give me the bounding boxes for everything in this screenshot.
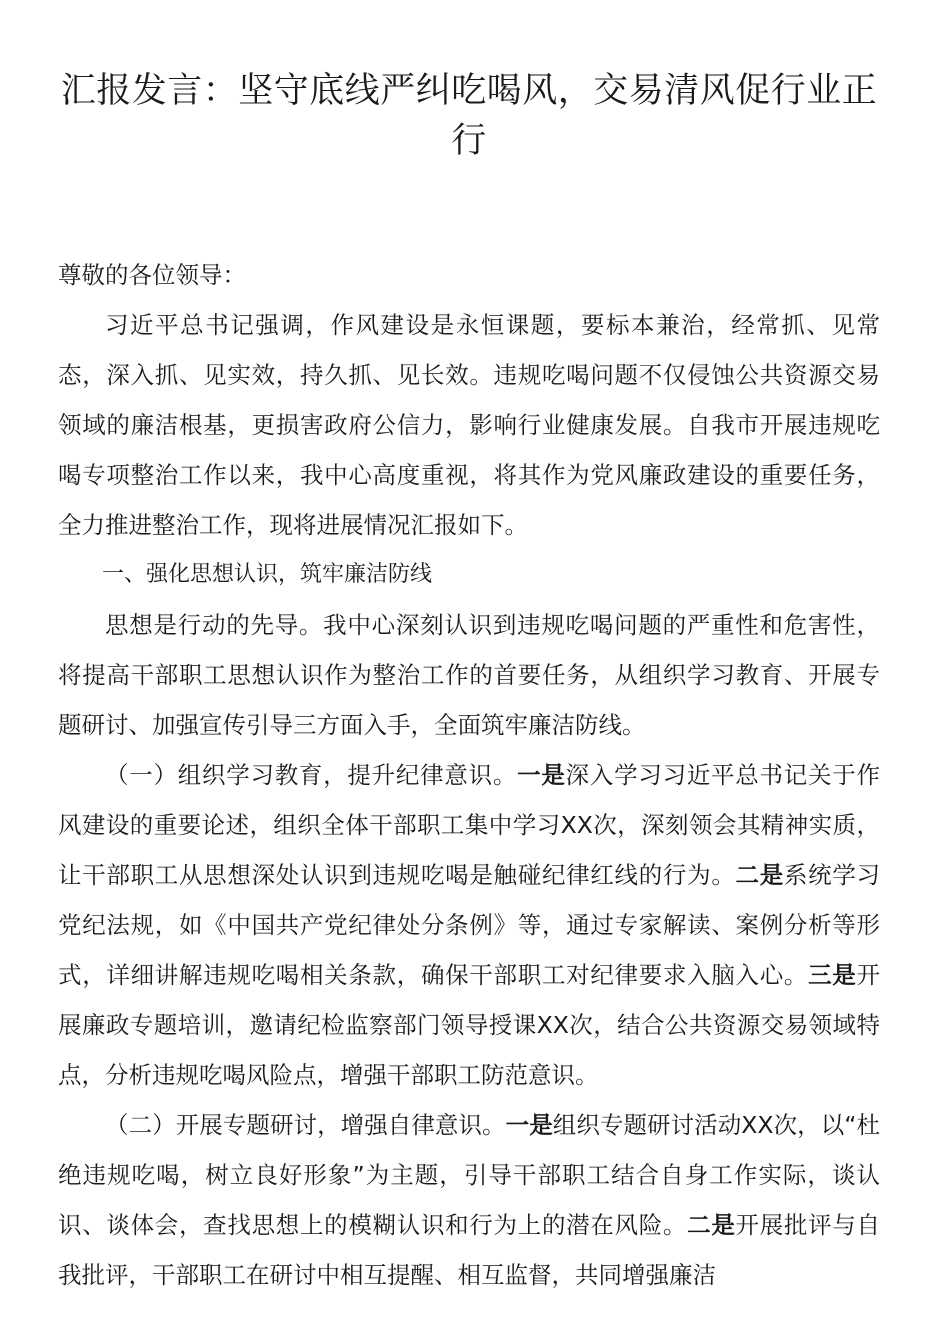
point-2-text: 开展批评与自我批评，干部职工在研讨中相互提醒、相互监督，共同增强廉洁 [58,1211,881,1289]
section-heading: 一、强化思想认识，筑牢廉洁防线 [102,562,433,587]
intro-paragraph: 习近平总书记强调，作风建设是永恒课题，要标本兼治，经常抓、见常态，深入抓、见实效，持久抓、见长效。违规吃喝问题不仅侵蚀公共资源交易领域的廉洁根基，更损害政府公信力，影响行业健康发展。自我市开展违规吃喝专项整治工作以来，我中心高度重视，将其作为党风廉政建设的重要任务，全力推进整治工作，现将进展情况汇报如下。 [58,311,880,539]
point-1-text: 组织专题研讨活动XX次，以“杜绝违规吃喝，树立良好形象”为主题，引导干部职工结合自身工作实际，谈认识、谈体会，查找思想上的模糊认识和行为上的潜在风险。 [58,1111,881,1239]
point-1-text: 深入学习习近平总书记关于作风建设的重要论述，组织全体干部职工集中学习XX次，深刻领会其精神实质，让干部职工从思想深处认识到违规吃喝是触碰纪律红线的行为。 [58,761,881,889]
point-2-text: 系统学习党纪法规，如《中国共产党纪律处分条例》等，通过专家解读、案例分析等形式，详细讲解违规吃喝相关条款，确保干部职工对纪律要求入脑入心。 [58,861,881,989]
salutation: 尊敬的各位领导： [58,261,246,289]
document-page [58,66,880,1300]
point-1-label: 一是 [505,1111,553,1139]
subsection-2-title: （二）开展专题研讨，增强自律意识。 [105,1111,506,1139]
point-2-label: 二是 [687,1211,736,1239]
point-1-label: 一是 [517,761,566,789]
section-lead-paragraph: 思想是行动的先导。我中心深刻认识到违规吃喝问题的严重性和危害性，将提高干部职工思想认识作为整治工作的首要任务，从组织学习教育、开展专题研讨、加强宣传引导三方面入手，全面筑牢廉洁防线。 [58,611,880,739]
subsection-2-paragraph [58,1100,880,1300]
subsection-1-paragraph [58,750,880,1100]
document-body [58,250,880,1300]
point-3-label: 三是 [808,961,857,989]
document-title: 汇报发言：坚守底线严纠吃喝风，交易清风促行业正行 [60,71,878,161]
point-3-text: 开展廉政专题培训，邀请纪检监察部门领导授课XX次，结合公共资源交易领域特点，分析违规吃喝风险点，增强干部职工防范意识。 [58,961,881,1089]
subsection-1-title: （一）组织学习教育，提升纪律意识。 [105,761,518,789]
point-2-label: 二是 [735,861,784,889]
